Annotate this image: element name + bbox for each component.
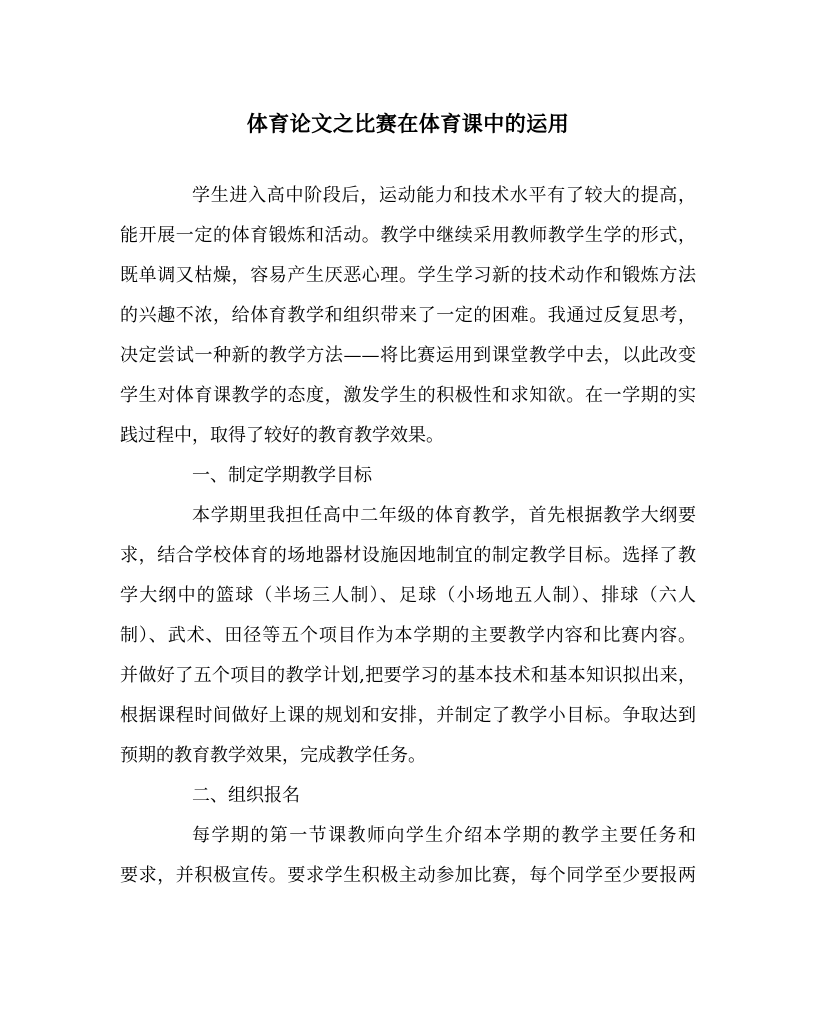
paragraph-line: 制）、武术、田径等五个项目作为本学期的主要教学内容和比赛内容。 bbox=[120, 625, 696, 646]
paragraph-line: 求，结合学校体育的场地器材设施因地制宜的制定教学目标。选择了教 bbox=[120, 545, 696, 566]
paragraph-line: 决定尝试一种新的教学方法——将比赛运用到课堂教学中去，以此改变 bbox=[120, 345, 696, 366]
paragraph-line: 践过程中，取得了较好的教育教学效果。 bbox=[120, 425, 444, 446]
document-body bbox=[120, 176, 696, 896]
paragraph-line: 学生进入高中阶段后，运动能力和技术水平有了较大的提高， bbox=[192, 185, 696, 206]
section-heading: 二、组织报名 bbox=[192, 785, 300, 806]
paragraph-line: 的兴趣不浓，给体育教学和组织带来了一定的困难。我通过反复思考， bbox=[120, 305, 696, 326]
paragraph-line: 学生对体育课教学的态度，激发学生的积极性和求知欲。在一学期的实 bbox=[120, 385, 696, 406]
paragraph-line: 能开展一定的体育锻炼和活动。教学中继续采用教师教学生学的形式， bbox=[120, 225, 696, 246]
paragraph-line: 既单调又枯燥，容易产生厌恶心理。学生学习新的技术动作和锻炼方法 bbox=[120, 265, 696, 286]
paragraph-line: 要求，并积极宣传。要求学生积极主动参加比赛，每个同学至少要报两 bbox=[120, 865, 696, 886]
paragraph-line: 学大纲中的篮球（半场三人制）、足球（小场地五人制）、排球（六人 bbox=[120, 585, 696, 606]
paragraph-line: 并做好了五个项目的教学计划,把要学习的基本技术和基本知识拟出来， bbox=[120, 665, 696, 686]
paragraph-line: 根据课程时间做好上课的规划和安排，并制定了教学小目标。争取达到 bbox=[120, 705, 696, 726]
document-title: 体育论文之比赛在体育课中的运用 bbox=[246, 111, 570, 136]
paragraph-line: 每学期的第一节课教师向学生介绍本学期的教学主要任务和 bbox=[192, 825, 696, 846]
paragraph-line: 预期的教育教学效果，完成教学任务。 bbox=[120, 745, 426, 766]
paragraph-line: 本学期里我担任高中二年级的体育教学，首先根据教学大纲要 bbox=[192, 505, 696, 526]
section-heading: 一、制定学期教学目标 bbox=[192, 465, 372, 486]
